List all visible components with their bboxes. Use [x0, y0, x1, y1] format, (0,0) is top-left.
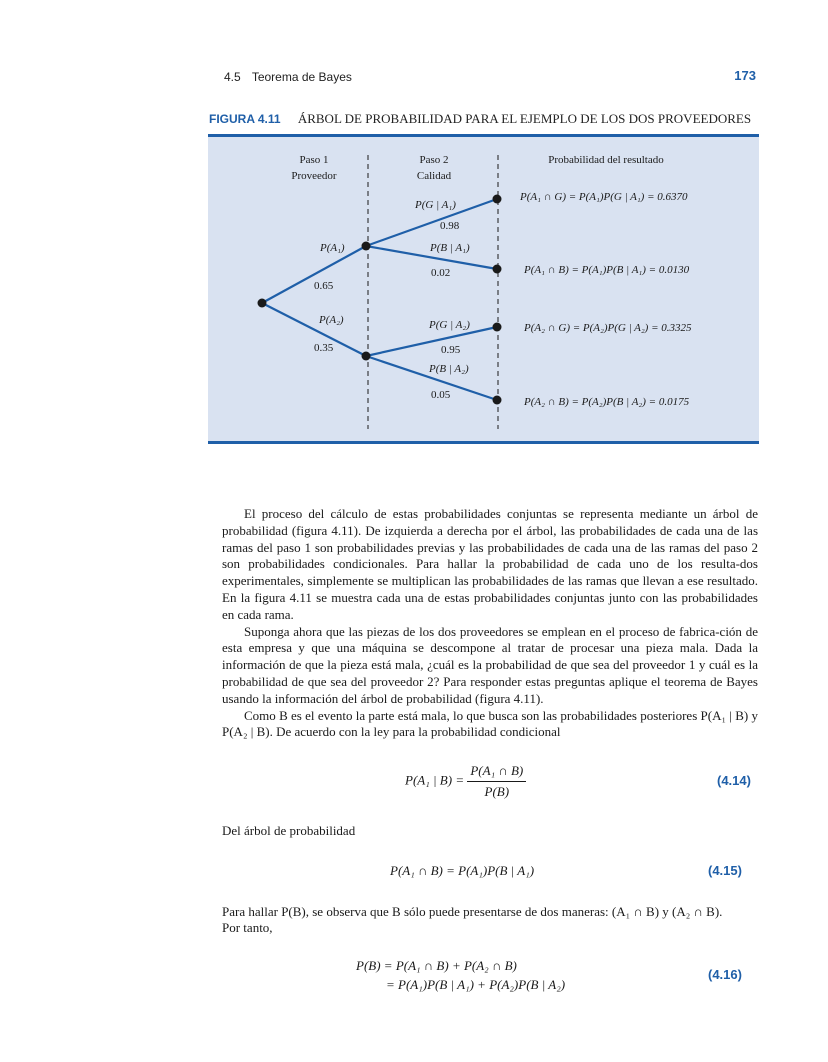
running-header — [224, 70, 352, 84]
value-p-g-a1: 0.98 — [440, 220, 460, 232]
outcome-a1-b: P(A₁ ∩ B) = P(A₁)P(B | A₁) = 0.0130 — [524, 264, 690, 276]
root-node — [258, 299, 267, 308]
equation-4-14 — [405, 763, 526, 800]
pb-intro-line-1: Para hallar P(B), se observa que B sólo puede presentarse de dos maneras: (A₁ ∩ B) y (A₂ ∩ B). — [222, 904, 723, 919]
eq414-denominator: P(B) — [484, 784, 510, 799]
equation-4-16-line-1: P(B) = P(A₁ ∩ B) + P(A₂ ∩ B) — [356, 958, 517, 973]
value-p-g-a2: 0.95 — [441, 344, 461, 356]
eq414-lhs: P(A₁ | B) = — [405, 772, 465, 788]
probability-tree-figure — [208, 134, 759, 444]
figure-label: FIGURA 4.11 — [209, 112, 281, 126]
section-title: Teorema de Bayes — [251, 70, 352, 84]
eq414-fraction — [467, 763, 526, 800]
leaf-a2-g — [493, 323, 502, 332]
outcome-a2-b: P(A₂ ∩ B) = P(A₂)P(B | A₂) = 0.0175 — [524, 396, 690, 408]
equation-number-4-14: (4.14) — [717, 773, 751, 788]
label-p-b-a1: P(B | A₁) — [430, 242, 470, 254]
value-p-b-a1: 0.02 — [431, 267, 451, 279]
node-a1 — [362, 242, 371, 251]
equation-number-4-15: (4.15) — [708, 863, 742, 878]
figure-caption — [209, 111, 759, 127]
label-p-g-a1: P(G | A₁) — [415, 199, 456, 211]
outcome-a1-g: P(A₁ ∩ G) = P(A₁)P(G | A₁) = 0.6370 — [520, 191, 688, 203]
body-text — [222, 506, 758, 741]
step1-subtitle: Proveedor — [291, 170, 337, 182]
outcome-title: Probabilidad del resultado — [548, 154, 664, 166]
equation-4-16-line-2: = P(A₁)P(B | A₁) + P(A₂)P(B | A₂) — [386, 977, 566, 992]
paragraph-1: El proceso del cálculo de estas probabilidades conjuntas se representa mediante un árbol de probabilidad (figura 4.11). De izquierda a derecha por el árbol, las probabilidades de cada una de las ramas del paso 1 son probabilidades previas y las probabilidades de cada una de las ramas del paso 2 son probabilidades condicionales. Para hallar la probabilidad de cada uno de los resulta-dos experimentales, simplemente se multiplican las probabilidades de las ramas que llevan a ese resultado. En la figura 4.11 se muestra cada una de estas probabilidades conjuntas junto con las probabilidades en cada rama. — [222, 506, 758, 622]
label-p-a2: P(A₂) — [319, 314, 344, 326]
value-p-a2: 0.35 — [314, 342, 334, 354]
paragraph-3: Como B es el evento la parte está mala, lo que busca son las probabilidades posteriores P(A₁ | B) y P(A₂ | B). De acuerdo con la ley para la probabilidad condicional — [222, 707, 758, 740]
label-p-b-a2: P(B | A₂) — [429, 363, 469, 375]
equation-number-4-16: (4.16) — [708, 967, 742, 982]
paragraph-2: Suponga ahora que las piezas de los dos proveedores se emplean en el proceso de fabrica-ción de esta empresa y que una máquina se descompone al tratar de procesar una pieza mala. Dada la información de que la pieza está mala, ¿cuál es la probabilidad de que sea del proveedor 1 y cuál es la probabilidad de que sea del proveedor 2? Para responder estas preguntas aplique el teorema de Bayes usando la información del árbol de probabilidad (figura 4.11). — [222, 623, 758, 706]
figure-title: ÁRBOL DE PROBABILIDAD PARA EL EJEMPLO DE LOS DOS PROVEEDORES — [297, 111, 752, 126]
step2-subtitle: Calidad — [416, 170, 452, 182]
tree-intro-text: Del árbol de probabilidad — [222, 823, 356, 838]
step2-title: Paso 2 — [419, 154, 449, 166]
section-number: 4.5 — [224, 70, 241, 84]
step1-title: Paso 1 — [299, 154, 329, 166]
leaf-a1-b — [493, 265, 502, 274]
leaf-a2-b — [493, 396, 502, 405]
branch-a1 — [262, 246, 366, 303]
label-p-a1: P(A₁) — [320, 242, 345, 254]
probability-tree-diagram — [208, 137, 759, 441]
value-p-b-a2: 0.05 — [431, 389, 451, 401]
eq414-numerator: P(A₁ ∩ B) — [467, 763, 526, 782]
value-p-a1: 0.65 — [314, 280, 334, 292]
node-a2 — [362, 352, 371, 361]
pb-intro-line-2: Por tanto, — [222, 920, 273, 935]
branch-g-a2 — [366, 327, 497, 356]
outcome-a2-g: P(A₂ ∩ G) = P(A₂)P(G | A₂) = 0.3325 — [524, 322, 692, 334]
label-p-g-a2: P(G | A₂) — [429, 319, 470, 331]
leaf-a1-g — [493, 195, 502, 204]
equation-4-15: P(A₁ ∩ B) = P(A₁)P(B | A₁) — [390, 863, 535, 878]
page-number: 173 — [734, 68, 756, 83]
